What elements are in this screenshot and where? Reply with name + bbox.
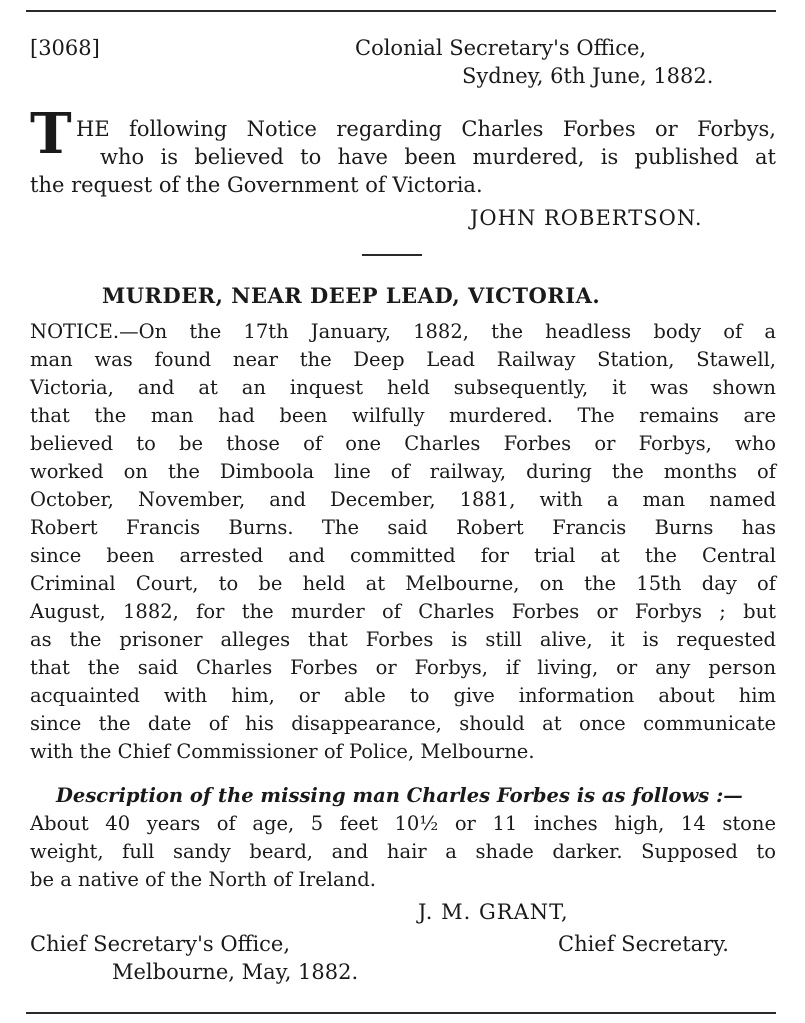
notice-line: as the prisoner alleges that Forbes is still alive, it is requested <box>30 628 776 651</box>
notice-line: worked on the Dimboola line of railway, during the months of <box>30 460 776 483</box>
intro-signature: JOHN ROBERTSON. <box>470 206 703 230</box>
intro-line-1: HE following Notice regarding Charles Forbes or Forbys, <box>76 117 776 141</box>
notice-line: with the Chief Commissioner of Police, Melbourne. <box>30 740 535 763</box>
notice-line: Criminal Court, to be held at Melbourne, on the 15th day of <box>30 572 776 595</box>
notice-line: October, November, and December, 1881, with a man named <box>30 488 776 511</box>
notice-line: NOTICE.—On the 17th January, 1882, the headless body of a <box>30 320 776 343</box>
drop-cap: T <box>30 101 72 167</box>
header-office: Colonial Secretary's Office, <box>355 36 647 60</box>
footer-place-date: Melbourne, May, 1882. <box>112 960 359 984</box>
header-place-date: Sydney, 6th June, 1882. <box>462 64 714 88</box>
description-heading: Description of the missing man Charles Forbes is as follows :— <box>56 784 743 807</box>
description-line: weight, full sandy beard, and hair a shade darker. Supposed to <box>30 840 776 863</box>
notice-line: believed to be those of one Charles Forbes or Forbys, who <box>30 432 776 455</box>
intro-line-3: the request of the Government of Victoria. <box>30 173 483 197</box>
notice-line: since the date of his disappearance, should at once communicate <box>30 712 776 735</box>
notice-line: man was found near the Deep Lead Railway Station, Stawell, <box>30 348 776 371</box>
footer-signatory: J. M. GRANT, <box>418 900 569 924</box>
footer-title: Chief Secretary. <box>558 932 729 956</box>
description-line: About 40 years of age, 5 feet 10½ or 11 inches high, 14 stone <box>30 812 776 835</box>
notice-line: that the man had been wilfully murdered. The remains are <box>30 404 776 427</box>
notice-line: acquainted with him, or able to give information about him <box>30 684 776 707</box>
intro-line-2: who is believed to have been murdered, is published at <box>100 145 776 169</box>
bottom-rule <box>26 1012 776 1014</box>
notice-line: since been arrested and committed for trial at the Central <box>30 544 776 567</box>
notice-line: Robert Francis Burns. The said Robert Francis Burns has <box>30 516 776 539</box>
description-line: be a native of the North of Ireland. <box>30 868 376 891</box>
notice-heading: MURDER, NEAR DEEP LEAD, VICTORIA. <box>102 283 601 308</box>
notice-line: Victoria, and at an inquest held subsequently, it was shown <box>30 376 776 399</box>
footer-office: Chief Secretary's Office, <box>30 932 291 956</box>
notice-line: August, 1882, for the murder of Charles Forbes or Forbys ; but <box>30 600 776 623</box>
reference-number: [3068] <box>30 36 100 60</box>
section-divider <box>362 254 422 256</box>
notice-line: that the said Charles Forbes or Forbys, if living, or any person <box>30 656 776 679</box>
top-rule <box>26 10 776 12</box>
